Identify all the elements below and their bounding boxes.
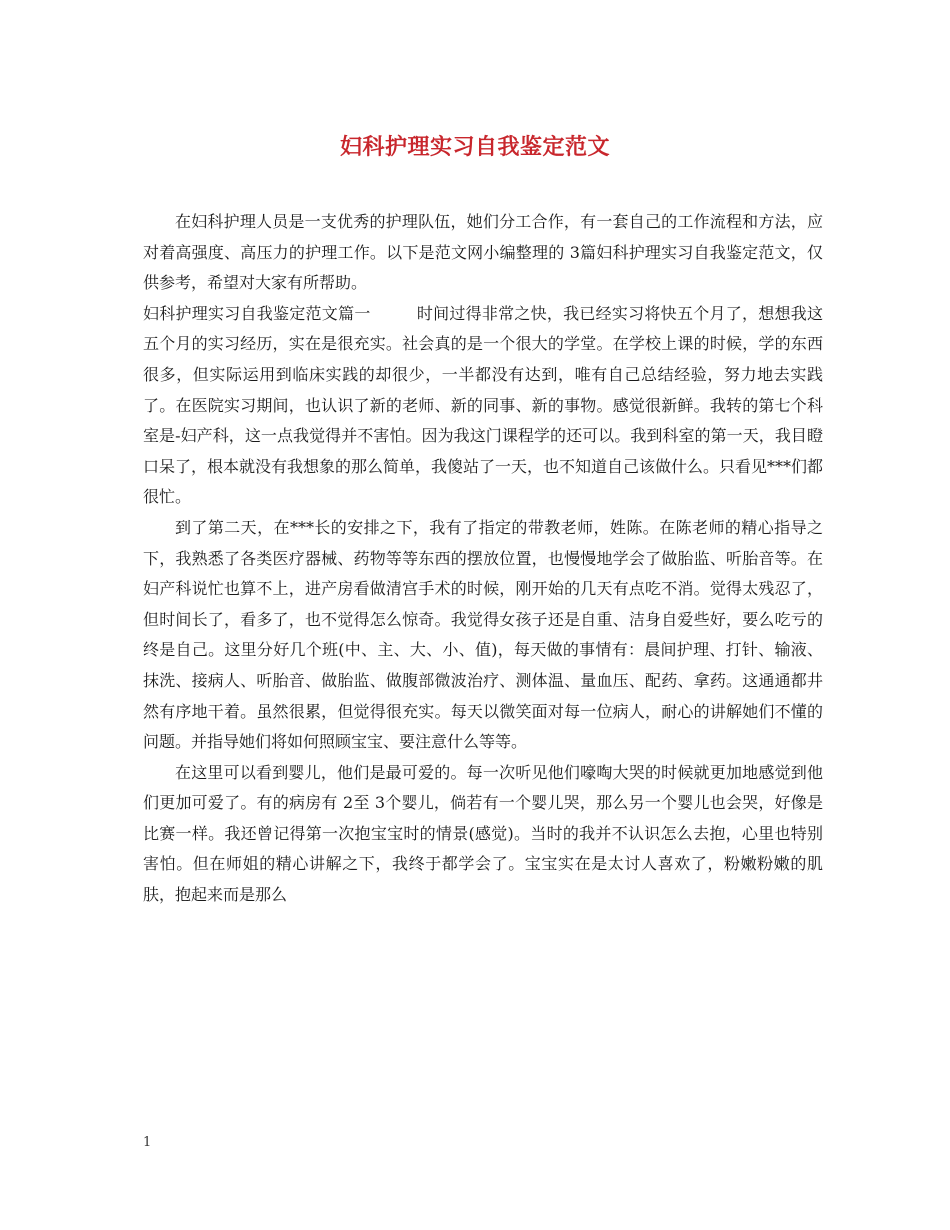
document-body xyxy=(143,207,823,911)
body-paragraph-3: 在这里可以看到婴儿，他们是最可爱的。每一次听见他们嚎啕大哭的时候就更加地感觉到他们更加可爱了。有的病房有 2至 3个婴儿，倘若有一个婴儿哭，那么另一个婴儿也会哭，好像是比赛一样。我还曾记得第一次抱宝宝时的情景(感觉)。当时的我并不认识怎么去抱，心里也特别害怕。但在师姐的精心讲解之下，我终于都学会了。宝宝实在是太讨人喜欢了，粉嫩粉嫩的肌肤，抱起来而是那么 xyxy=(143,762,823,905)
intro-paragraph: 在妇科护理人员是一支优秀的护理队伍，她们分工合作，有一套自己的工作流程和方法，应对着高强度、高压力的护理工作。以下是范文网小编整理的 3篇妇科护理实习自我鉴定范文，仅供参考，希望对大家有所帮助。 xyxy=(143,212,823,293)
section-opening-text: 时间过得非常之快，我已经实习将快五个月了，想想我这五个月的实习经历，实在是很充实。社会真的是一个很大的学堂。在学校上课的时候，学的东西很多，但实际运用到临床实践的却很少，一半都没有达到，唯有自己总结经验，努力地去实践了。在医院实习期间，也认识了新的老师、新的同事、新的事物。感觉很新鲜。我转的第七个科室是-妇产科，这一点我觉得并不害怕。因为我这门课程学的还可以。我到科室的第一天，我目瞪口呆了，根本就没有我想象的那么简单，我傻站了一天，也不知道自己该做什么。只看见***们都很忙。 xyxy=(143,303,824,507)
page-number: 1 xyxy=(143,1135,152,1150)
section-one-paragraph xyxy=(143,299,823,513)
document-title: 妇科护理实习自我鉴定范文 xyxy=(339,134,610,160)
section-heading: 妇科护理实习自我鉴定范文篇一 xyxy=(143,303,371,323)
body-paragraph-2: 到了第二天，在***长的安排之下，我有了指定的带教老师，姓陈。在陈老师的精心指导之下，我熟悉了各类医疗器械、药物等等东西的摆放位置，也慢慢地学会了做胎监、听胎音等。在妇产科说忙也算不上，进产房看做清宫手术的时候，刚开始的几天有点吃不消。觉得太残忍了，但时间长了，看多了，也不觉得怎么惊奇。我觉得女孩子还是自重、洁身自爱些好，要么吃亏的终是自己。这里分好几个班(中、主、大、小、值)，每天做的事情有：晨间护理、打针、输液、抹洗、接病人、听胎音、做胎监、做腹部微波治疗、测体温、量血压、配药、拿药。这通通都井然有序地干着。虽然很累，但觉得很充实。每天以微笑面对每一位病人，耐心的讲解她们不懂的问题。并指导她们将如何照顾宝宝、要注意什么等等。 xyxy=(143,517,823,752)
